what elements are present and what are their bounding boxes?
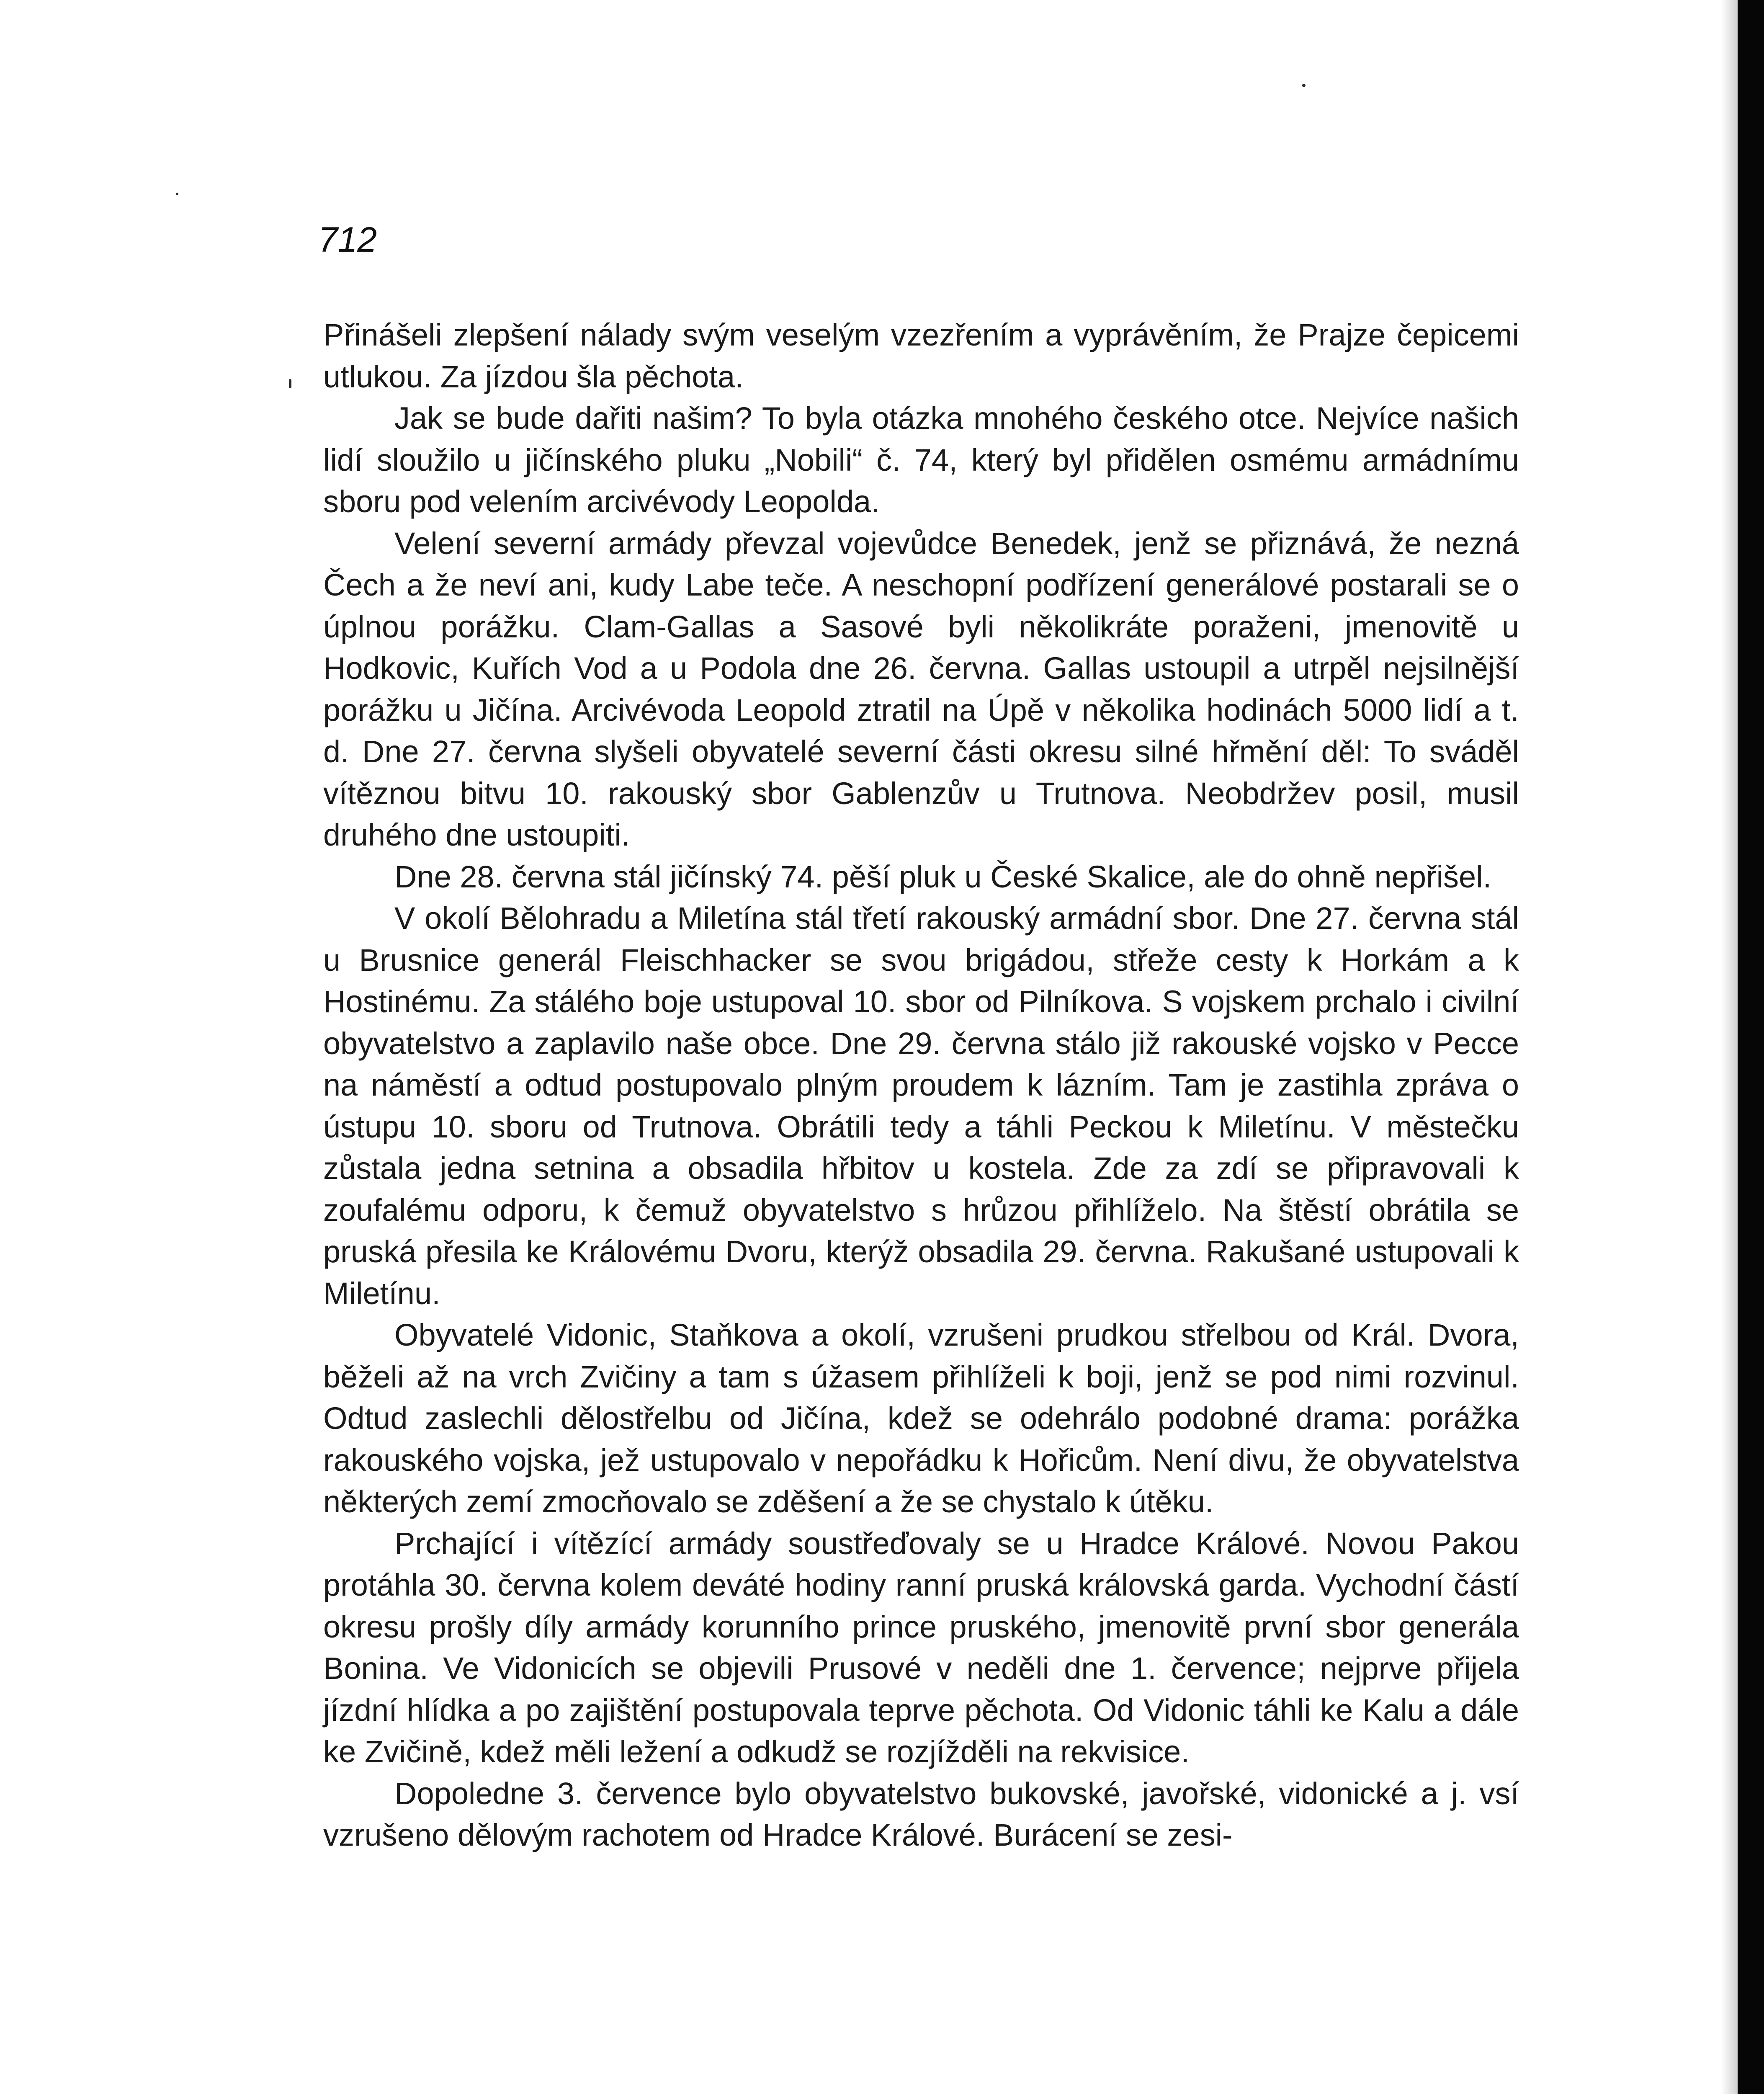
print-speck [1302, 84, 1306, 87]
body-text [323, 314, 1519, 1856]
paragraph: V okolí Bělohradu a Miletína stál třetí rakouský armádní sbor. Dne 27. června stál u Brusnice generál Fleischhacker se svou brigádou, střeže cesty k Horkám a k Hostinému. Za stálého boje ustupoval 10. sbor od Pilníkova. S vojskem prchalo i civilní obyvatelstvo a zaplavilo naše obce. Dne 29. června stálo již rakouské vojsko v Pecce na náměstí a odtud postupovalo plným proudem k lázním. Tam je zastihla zpráva o ústupu 10. sboru od Trutnova. Obrátili tedy a táhli Peckou k Miletínu. V městečku zůstala jedna setnina a obsadila hřbitov u kostela. Zde za zdí se připravovali k zoufalému odporu, k čemuž obyvatelstvo s hrůzou přihlíželo. Na štěstí obrátila se pruská přesila ke Královému Dvoru, kterýž obsadila 29. června. Rakušané ustupovali k Miletínu. [323, 901, 1519, 1311]
paragraph: Dopoledne 3. července bylo obyvatelstvo bukovské, javořské, vidonické a j. vsí vzrušeno dělovým rachotem od Hradce Králové. Burácení se zesi- [323, 1776, 1519, 1852]
print-speck [176, 193, 178, 195]
binding-shadow [1721, 0, 1738, 2094]
page-edge [1738, 0, 1764, 2094]
paragraph: Přinášeli zlepšení nálady svým veselým vzezřením a vyprávěním, že Prajze čepicemi utlukou. Za jízdou šla pěchota. [323, 317, 1519, 394]
print-speck [289, 379, 291, 388]
paragraph: Obyvatelé Vidonic, Staňkova a okolí, vzrušeni prudkou střelbou od Král. Dvora, běželi až na vrch Zvičiny a tam s úžasem přihlíželi k boji, jenž se pod nimi rozvinul. Odtud zaslechli dělostřelbu od Jičína, kdež se odehrálo podobné drama: porážka rakouského vojska, jež ustupovalo v nepořádku k Hořicům. Není divu, že obyvatelstva některých zemí zmocňovalo se zděšení a že se chystalo k útěku. [323, 1318, 1519, 1519]
page-number: 712 [318, 220, 377, 259]
paragraph: Prchající i vítězící armády soustřeďovaly se u Hradce Králové. Novou Pakou protáhla 30. června kolem deváté hodiny ranní pruská královská garda. Vychodní částí okresu prošly díly armády korunního prince pruského, jmenovitě první sbor generála Bonina. Ve Vidonicích se objevili Prusové v neděli dne 1. července; nejprve přijela jízdní hlídka a po zajištění postupovala teprve pěchota. Od Vidonic táhli ke Kalu a dále ke Zvičině, kdež měli ležení a odkudž se rozjížděli na rekvisice. [323, 1526, 1519, 1769]
paragraph: Dne 28. června stál jičínský 74. pěší pluk u České Skalice, ale do ohně nepřišel. [394, 859, 1492, 894]
paragraph: Jak se bude dařiti našim? To byla otázka mnohého českého otce. Nejvíce našich lidí sloužilo u jičínského pluku „Nobili“ č. 74, který byl přidělen osmému armádnímu sboru pod velením arcivévody Leopolda. [323, 401, 1519, 519]
paragraph: Velení severní armády převzal vojevůdce Benedek, jenž se přiznává, že nezná Čech a že neví ani, kudy Labe teče. A neschopní podřízení generálové postarali se o úplnou porážku. Clam-Gallas a Sasové byli několikráte poraženi, jmenovitě u Hodkovic, Kuřích Vod a u Podola dne 26. června. Gallas ustoupil a utrpěl nejsilnější porážku u Jičína. Arcivévoda Leopold ztratil na Úpě v několika hodinách 5000 lidí a t. d. Dne 27. června slyšeli obyvatelé severní části okresu silné hřmění děl: To sváděl vítěznou bitvu 10. rakouský sbor Gablenzův u Trutnova. Neobdržev posil, musil druhého dne ustoupiti. [323, 526, 1519, 852]
